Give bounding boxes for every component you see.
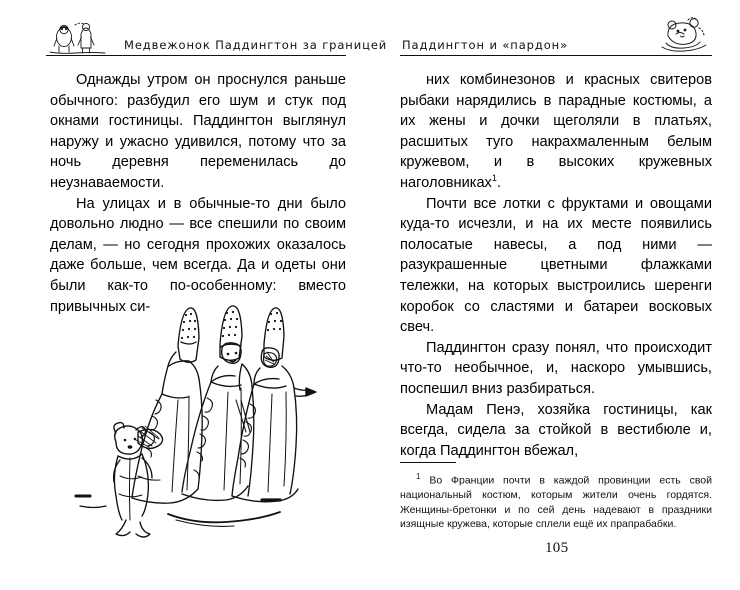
paragraph: Мадам Пенэ, хозяйка гостиницы, как всегда, сидела за стойкой в вестибюле и, когда Паддингтон вбежал, [400, 401, 712, 459]
paragraph: Почти все лотки с фруктами и овощами куда-то исчезли, и на их месте появились полосатые навесы, а под ними — разукрашенные цветными флажками тележки, на которых выстроились шеренги коробок со сластями и батареи восковых свеч. [400, 195, 712, 336]
running-head-right-rule [400, 55, 712, 56]
footnote-rule [400, 462, 456, 463]
paragraph-tail: . [496, 174, 501, 191]
running-head [0, 0, 740, 62]
running-head-left-title: Медвежонок Паддингтон за границей [124, 38, 388, 52]
footnote-block [400, 462, 712, 532]
paragraph-text: них комбинезонов и красных свитеров рыбаки нарядились в парадные костюмы, а их жены и дочки щеголяли в платьях, расшитых туго накрахмаленным белым кружевом, и в высоких кружевных наголовниках [400, 72, 712, 191]
running-head-right [400, 22, 712, 56]
page-number: 105 [545, 540, 569, 556]
illustration-breton-women-and-bear [50, 300, 346, 550]
running-head-left-rule [46, 55, 346, 56]
footnote-body: Во Франции почти в каждой провинции есть свой национальный костюм, которым жители очень гордятся. Женщины-бретонки и по сей день надевают в праздники изящные кружева, которые сплели ещё их прапрабабки. [400, 474, 712, 531]
text-column-left [50, 70, 346, 317]
paragraph: Однажды утром он проснулся раньше обычного: разбудил его шум и стук под окнами гостиницы. Паддингтон выглянул наружу и ужасно удивился, потому что за ночь деревня переменилась до неузнаваемости. [50, 72, 346, 191]
footnote-reference[interactable]: 1 [491, 173, 497, 184]
bear-head-vignette-icon [652, 16, 714, 56]
running-head-right-title: Паддингтон и «пардон» [402, 38, 569, 52]
text-column-right [400, 70, 712, 461]
paragraph: Паддингтон сразу понял, что происходит что-то необычное, и, наскоро умывшись, поспешил вниз разбираться. [400, 339, 712, 397]
two-figures-vignette-icon [48, 21, 108, 55]
paragraph [400, 70, 712, 194]
paragraph: На улицах и в обычные-то дни было довольно людно — все спешили по своим делам, — но сегодня прохожих оказалось даже больше, чем всегда. Да и одеты они были как-то по-особенному: вместо привычных си- [50, 195, 346, 315]
footnote-text [400, 470, 712, 532]
running-head-left [46, 22, 388, 56]
footnote-marker: 1 [416, 472, 421, 481]
